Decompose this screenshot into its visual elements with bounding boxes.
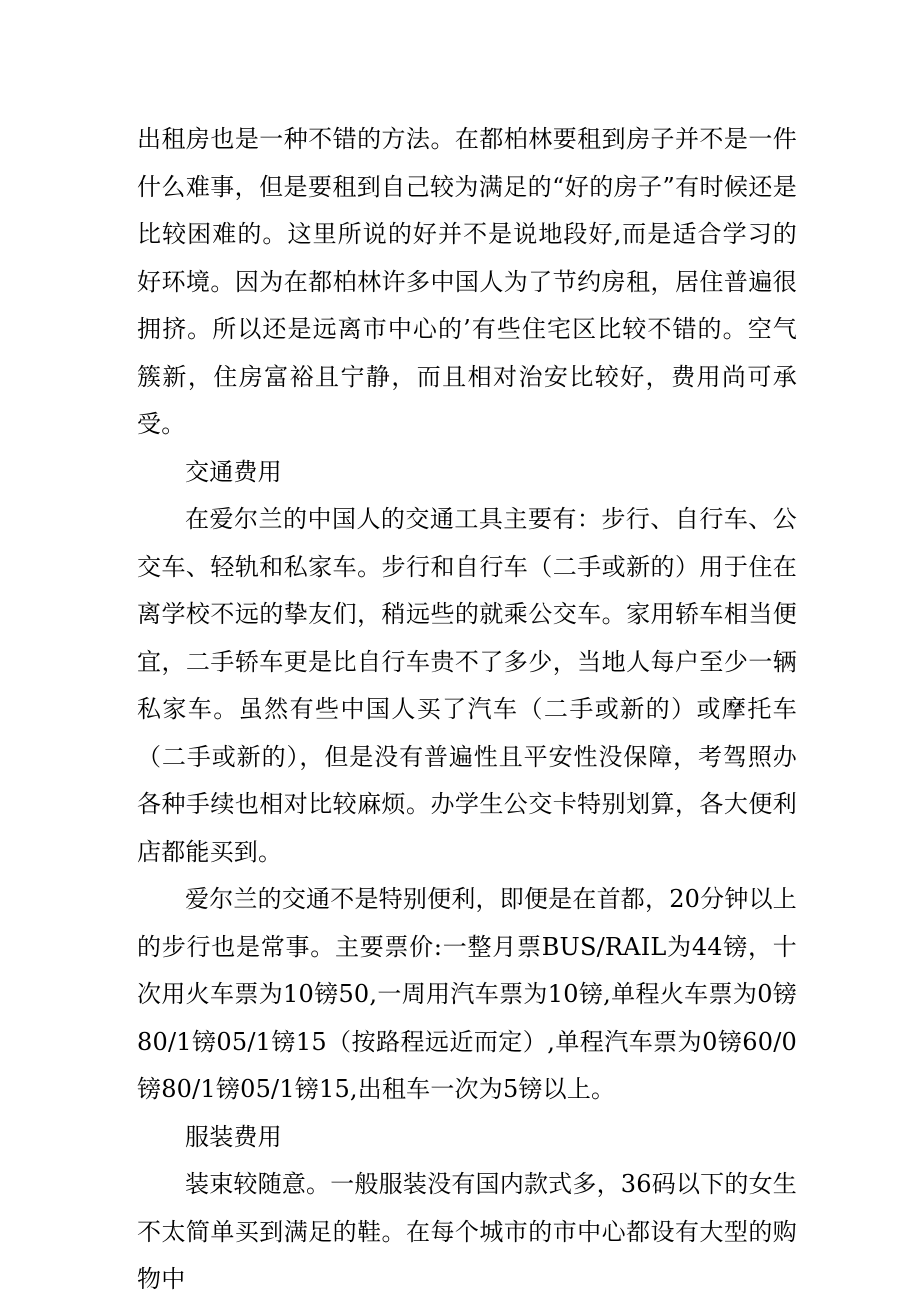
section-heading-transport: 交通费用 bbox=[185, 457, 282, 486]
section-heading-clothing: 服装费用 bbox=[185, 1122, 282, 1151]
paragraph-housing: 出租房也是一种不错的方法。在都柏林要租到房子并不是一件什么难事，但是要租到自己较为满足的“好的房子”有时候还是比较困难的。这里所说的好并不是说地段好,而是适合学习的好环境。因为在都柏林许多中国人为了节约房租，居住普遍很拥挤。所以还是远离市中心的’有些住宅区比较不错的。空气簇新，住房富裕且宁静，而且相对治安比较好，费用尚可承受。 bbox=[137, 125, 797, 438]
paragraph-transport-tools: 在爱尔兰的中国人的交通工具主要有：步行、自行车、公交车、轻轨和私家车。步行和自行车（二手或新的）用于住在离学校不远的挚友们，稍远些的就乘公交车。家用轿车相当便宜，二手轿车更是比自行车贵不了多少，当地人每户至少一辆私家车。虽然有些中国人买了汽车（二手或新的）或摩托车（二手或新的），但是没有普遍性且平安性没保障，考驾照办各种手续也相对比较麻烦。办学生公交卡特别划算，各大便利店都能买到。 bbox=[137, 505, 797, 866]
paragraph-transport-fares: 爱尔兰的交通不是特别便利，即便是在首都，20分钟以上的步行也是常事。主要票价:一整月票BUS/RAIL为44镑，十次用火车票为10镑50,一周用汽车票为10镑,单程火车票为0镑80/1镑05/1镑15（按路程远近而定）,单程汽车票为0镑60/0镑80/1镑05/1镑15,出租车一次为5镑以上。 bbox=[137, 885, 797, 1103]
paragraph-clothing: 装束较随意。一般服装没有国内款式多，36码以下的女生不太简单买到满足的鞋。在每个城市的市中心都设有大型的购物中 bbox=[137, 1170, 797, 1293]
document-body bbox=[137, 116, 797, 1304]
